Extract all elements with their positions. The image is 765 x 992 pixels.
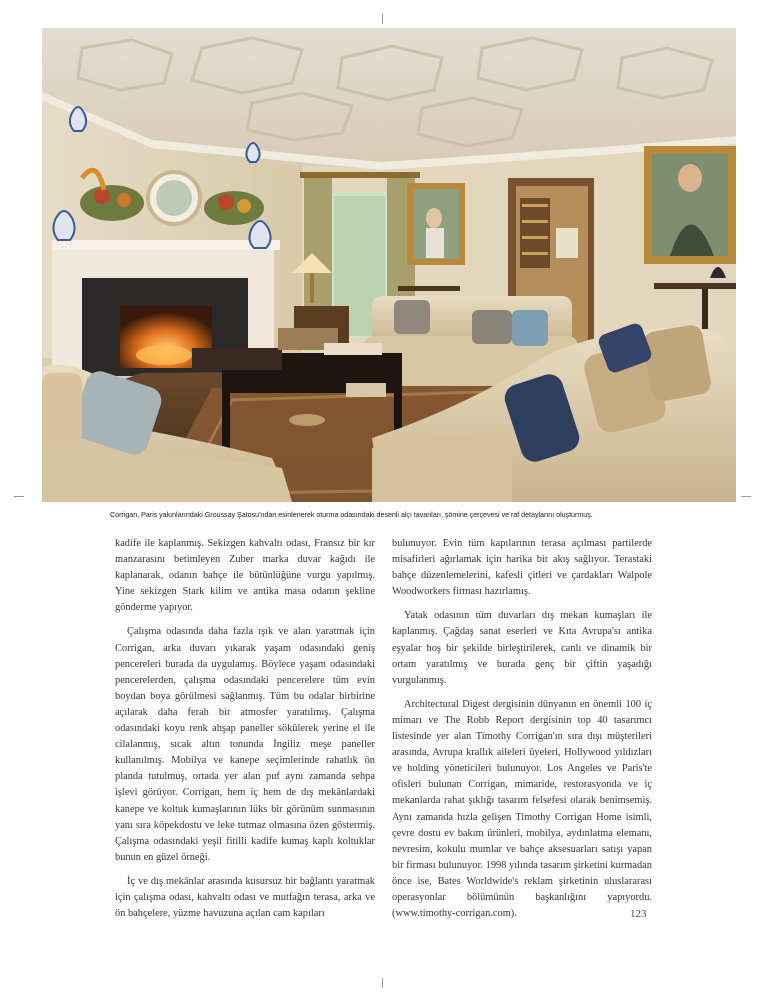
paragraph: bulunuyor. Evin tüm kapılarının terasa açılması partilerde misafirleri ağırlamak için harika bir akış sağlıyor. Terastaki bahçe düzenlemelerini, kafesli çitleri ve çardakları Walpole Woodworkers firması hazırlamış.: [392, 538, 652, 598]
crop-mark-bottom: [382, 978, 383, 988]
crop-mark-left: [14, 496, 24, 497]
article-column-right: [392, 536, 652, 930]
page-number: 123: [630, 908, 647, 920]
paragraph: Architectural Digest dergisinin dünyanın en önemli 100 iç mimarı ve The Robb Report dergisinin top 40 tasarımcı listesinde yer alan Timothy Corrigan'ın sıra dışı müşterileri arasında, Avrupa krallık aileleri üyeleri, Hollywood yıldızları ve holding yöneticileri bulunuyor. Los Angeles ve Paris'te ofisleri bulunan Corrigan, mimaride, restorasyonda ve iç mekanlarda rahat şıklığı tasarım felsefesi olarak benimsemiş. Aynı zamanda hızla gelişen Timothy Corrigan Home isimli, çevre dostu ev bakım ürünleri, mobilya, aydınlatma elemanı, nevresim, kokulu mumlar ve bahçe aksesuarları satışı yapan bir firması bulunuyor. 1998 yılında tasarım şirketini kurmadan önce ise, Bates Worldwide's reklam şirketinin uluslararası operasyonlar bölümünün başkanlığını yapıyordu. (www.timothy-corrigan.com).: [392, 698, 652, 920]
paragraph: Yatak odasının tüm duvarları dış mekan kumaşları ile kaplanmış. Çağdaş sanat eserleri ve Kıta Avrupa'sı antika eşyalar hoş bir şekilde birleştirilerek, canlı ve dinamik bir ortam yaratılmış ve burada genç bir çiftin yaşadığı vurgulanmış.: [392, 610, 652, 686]
photo-caption: Corrigan, Paris yakınlarındaki Groussay Şatosu'ndan esinlenerek oturma odasındaki desenli alçı tavanları, şömine çerçevesi ve raf detaylarını oluşturmuş.: [110, 510, 593, 519]
paragraph: kadife ile kaplanmış. Sekizgen kahvaltı odası, Fransız bir kır manzarasını betimleyen Zuber marka duvar kağıdı ile kaplanarak, odanın bahçe ile bütünlüğüne vurgu yapılmış. Yine sekizgen Stark kilim ve antika masa odanın şekline gönderme yapıyor.: [115, 538, 375, 614]
crop-mark-right: [741, 496, 751, 497]
crop-mark-top: [382, 14, 383, 24]
living-room-photo: [42, 28, 736, 502]
paragraph: İç ve dış mekânlar arasında kusursuz bir bağlantı yaratmak için çalışma odası, kahvaltı odası ve mutfağın terasa, arka ve ön bahçelere, yüzme havuzuna açılan cam kapıları: [115, 875, 375, 920]
paragraph: Çalışma odasında daha fazla ışık ve alan yaratmak için Corrigan, arka duvarı yıkarak yaşam odasındaki geniş pencereleri burada da uygulamış. Böylece yaşam odasındaki pencerelerden, çalışma odasındaki pencerelere tüm evin boydan boya görülmesi sağlanmış. Tüm bu odalar birbirine açılarak daha ferah bir atmosfer yaratılmış. Çalışma odasındaki koyu renk ahşap paneller sökülerek yerine el ile cilalanmış, sıcak altın tonunda İngiliz meşe paneller kullanılmış. Mobilya ve kanepe seçimlerinde rahatlık ön planda tutulmuş, ortada yer alan puf aynı zamanda sehpa işlevi görüyor. Corrigan, hem iç hem de dış mekânlardaki kanepe ve koltuk kumaşlarının lüks bir görünüm sunmasının yanı sıra köpekdostu ve leke tutmaz olmasına özen göstermiş. Çalışma odasındaki yeşil fitilli kadife kumaş kaplı koltuklar bunun en güzel örneği.: [115, 626, 375, 863]
article-column-left: [115, 536, 375, 930]
